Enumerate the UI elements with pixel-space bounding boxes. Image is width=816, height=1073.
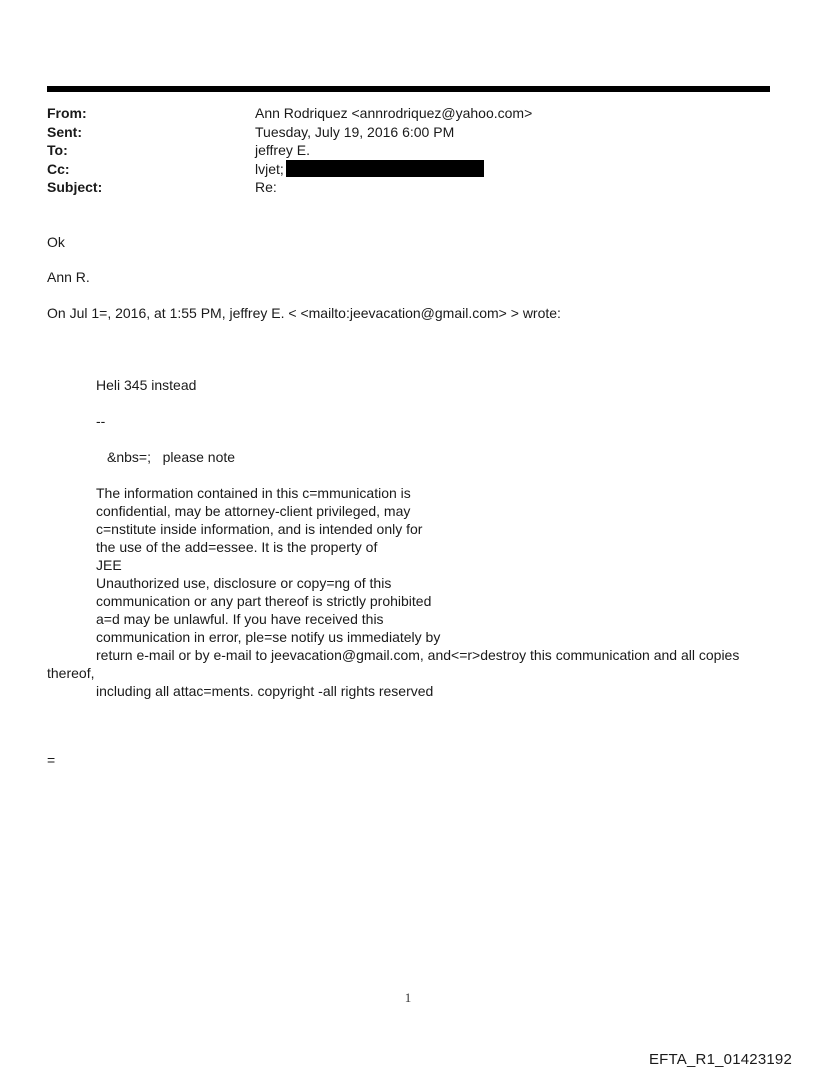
disclaimer-line: return e-mail or by e-mail to jeevacation@gmail.com, and<=r>destroy this communication and all copies [96, 647, 740, 663]
cc-value: lvjet; [255, 160, 284, 177]
disclaimer-line: communication in error, ple=se notify us immediately by [96, 629, 441, 645]
header-row-from [47, 104, 770, 123]
trailing-equals-mark: = [47, 752, 56, 768]
from-label: From: [47, 105, 87, 121]
header-divider-rule [47, 86, 770, 92]
disclaimer-line: JEE [96, 557, 122, 573]
quote-attribution-line: On Jul 1=, 2016, at 1:55 PM, jeffrey E. < <mailto:jeevacation@gmail.com> > wrote: [47, 305, 561, 321]
signature-separator: -- [96, 413, 106, 429]
subject-value: Re: [255, 179, 277, 195]
subject-label: Subject: [47, 179, 103, 195]
sent-value: Tuesday, July 19, 2016 6:00 PM [255, 123, 455, 140]
from-value: Ann Rodriquez <annrodriquez@yahoo.com> [255, 105, 533, 121]
please-note-line: &nbs=; please note [107, 449, 236, 465]
disclaimer-line: Unauthorized use, disclosure or copy=ng of this [96, 575, 392, 591]
to-value: jeffrey E. [255, 142, 310, 158]
disclaimer-line: confidential, may be attorney-client privileged, may [96, 503, 411, 519]
disclaimer-line: c=nstitute inside information, and is intended only for [96, 521, 423, 537]
header-row-sent [47, 123, 770, 142]
header-row-subject [47, 178, 770, 197]
redaction-bar [286, 160, 484, 177]
to-label: To: [47, 142, 68, 158]
sent-label: Sent: [47, 123, 82, 140]
disclaimer-last-line: including all attac=ments. copyright -all rights reserved [96, 683, 434, 699]
page-number: 1 [404, 990, 412, 1005]
header-row-to [47, 141, 770, 160]
disclaimer-line: The information contained in this c=mmunication is [96, 485, 411, 501]
quoted-message-text: Heli 345 instead [96, 377, 197, 393]
bates-number: EFTA_R1_01423192 [648, 1051, 792, 1068]
cc-label: Cc: [47, 160, 70, 177]
email-header [47, 104, 770, 197]
header-row-cc [47, 160, 770, 179]
signature-name: Ann R. [47, 269, 90, 285]
reply-text: Ok [47, 234, 65, 250]
disclaimer-line: communication or any part thereof is strictly prohibited [96, 593, 432, 609]
disclaimer-line: a=d may be unlawful. If you have received this [96, 611, 384, 627]
disclaimer-line: the use of the add=essee. It is the property of [96, 539, 378, 555]
disclaimer-wrap-line: thereof, [47, 665, 95, 681]
